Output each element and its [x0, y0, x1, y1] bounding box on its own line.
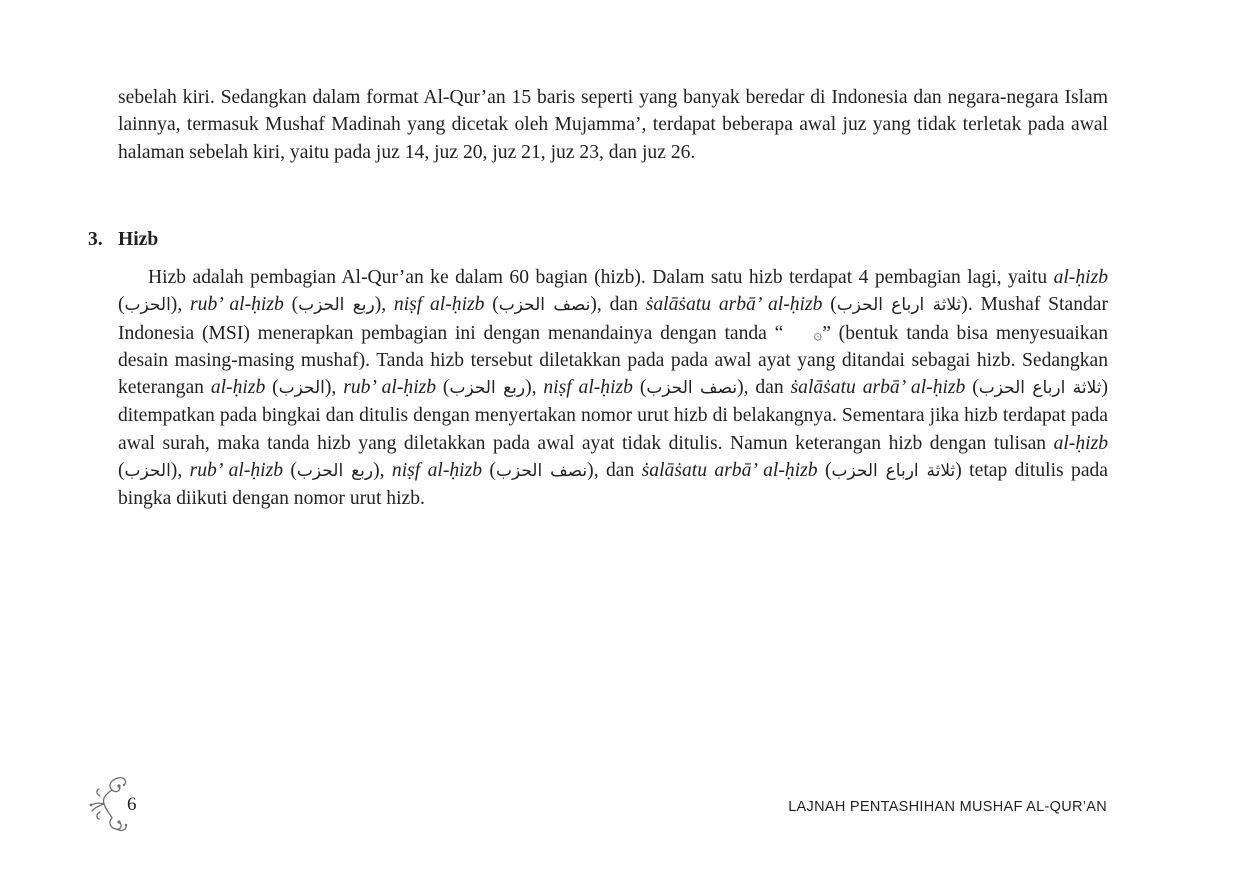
text-segment: Hizb adalah pembagian Al-Qur’an ke dalam 60 bagian (hizb). Dalam satu hizb terdapat 4 pembagian lagi, yaitu [148, 267, 1054, 288]
text-segment: ), [324, 377, 344, 399]
floral-ornament-icon [88, 774, 132, 834]
hizb-mark-icon: ۞ [813, 324, 823, 343]
text-segment: ), [373, 460, 392, 482]
text-segment: ) ditempatkan pada bingkai dan ditulis dengan menyertakan nomor urut hizb di belakangnya. Sementara jika hizb terdapat pada awal surah, maka tanda hizb yang diletakkan pada awal ayat tidak ditulis. Namun keterangan hizb dengan tulisan [118, 377, 1108, 454]
arabic-term: نصف الحزب [498, 295, 591, 316]
transliteration: niṣf al-ḥizb [543, 377, 633, 399]
page-number: 6 [127, 794, 137, 815]
arabic-term: الحزب [124, 295, 171, 316]
transliteration: rub’ al-ḥizb [343, 377, 437, 399]
text-segment: ( [482, 460, 496, 482]
transliteration: rub’ al-ḥizb [190, 294, 284, 316]
transliteration: rub’ al-ḥizb [189, 460, 283, 482]
transliteration: al-ḥizb [210, 377, 266, 399]
text-segment: ( [484, 294, 499, 316]
text-segment: ), [170, 294, 191, 316]
transliteration: niṣf al-ḥizb [391, 460, 483, 482]
arabic-term: ربع الحزب [298, 295, 375, 316]
text-segment: ). Mushaf Standar Indonesia (MSI) menerapkan pembagian ini dengan menandainya dengan tanda “ [118, 294, 1109, 344]
text-segment: ( [965, 377, 979, 399]
text-segment: ” (bentuk tanda bisa menyesuaikan desain masing-masing mushaf). Tanda hizb tersebut diletakkan pada pada awal ayat yang ditandai sebagai hizb. Sedangkan keterangan [118, 322, 1109, 399]
text-segment: ), [525, 377, 544, 399]
text-segment: ( [436, 377, 450, 399]
section-heading [88, 226, 158, 253]
arabic-term: الحزب [124, 461, 171, 482]
section-paragraph [118, 264, 1108, 513]
arabic-term: ثلاثة ارباع الحزب [978, 378, 1102, 399]
section-title: Hizb [118, 229, 159, 250]
paragraph-continuation: sebelah kiri. Sedangkan dalam format Al-Qur’an 15 baris seperti yang banyak beredar di Indonesia dan negara-negara Islam lainnya, termasuk Mushaf Madinah yang dicetak oleh Mujamma’, terdapat beberapa awal juz yang tidak terletak pada awal halaman sebelah kiri, yaitu pada juz 14, juz 20, juz 21, juz 23, dan juz 26. [118, 87, 1108, 163]
arabic-term: ربع الحزب [296, 461, 374, 482]
text-segment: ( [822, 294, 837, 316]
transliteration: ṡalāṡatu arbā’ al-ḥizb [641, 460, 818, 482]
arabic-term: الحزب [278, 378, 325, 399]
text-segment: ( [118, 460, 125, 482]
text-segment: ( [265, 377, 279, 399]
arabic-term: ربع الحزب [449, 378, 526, 399]
transliteration: ṡalāṡatu arbā’ al-ḥizb [790, 377, 966, 399]
text-segment: ( [817, 460, 832, 482]
transliteration: al-ḥizb [1053, 267, 1108, 288]
text-segment: ), dan [737, 377, 791, 399]
text-segment: ), [170, 460, 190, 482]
text-segment: ), dan [587, 460, 642, 482]
text-segment: ( [283, 294, 299, 316]
arabic-term: ثلاثة ارباع الحزب [831, 461, 956, 482]
running-footer-title: LAJNAH PENTASHIHAN MUSHAF AL-QUR’AN [788, 799, 1107, 815]
text-segment: ( [118, 294, 125, 316]
arabic-term: ثلاثة ارباع الحزب [836, 295, 962, 316]
text-segment: ) tetap ditulis pada bingka diikuti dengan nomor urut hizb. [118, 460, 1109, 510]
text-segment: ), [374, 294, 394, 316]
section-number: 3. [88, 229, 103, 250]
text-segment: ), dan [590, 294, 646, 316]
text-segment: ( [632, 377, 647, 399]
transliteration: al-ḥizb [1053, 432, 1108, 454]
transliteration: niṣf al-ḥizb [393, 294, 485, 316]
arabic-term: نصف الحزب [646, 378, 738, 399]
text-segment: ( [283, 460, 297, 482]
arabic-term: نصف الحزب [495, 461, 588, 482]
transliteration: ṡalāṡatu arbā’ al-ḥizb [645, 294, 823, 316]
